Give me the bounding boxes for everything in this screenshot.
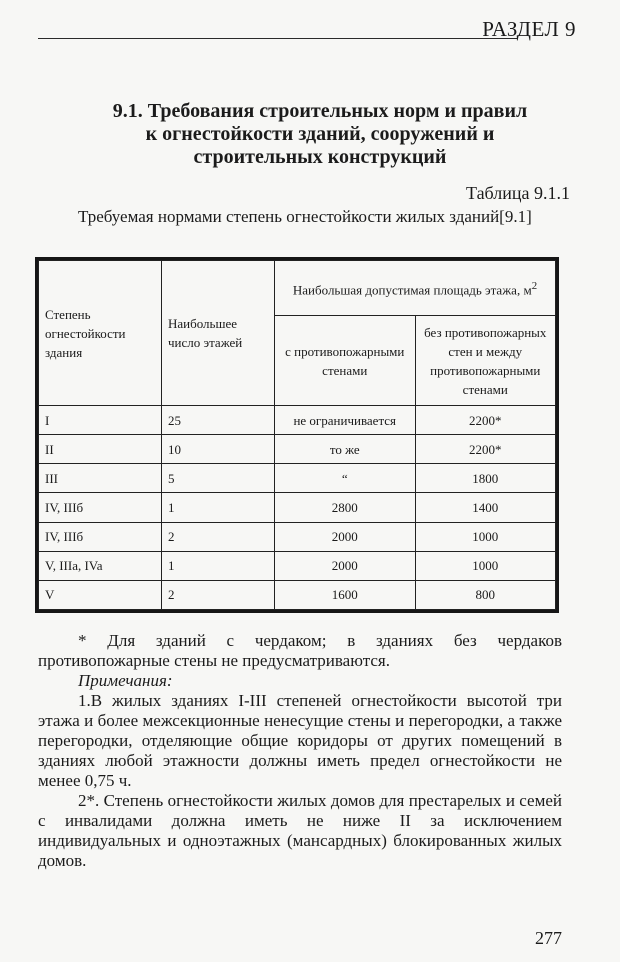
cell-without-walls: 1000 [415, 522, 556, 551]
cell-without-walls: 800 [415, 580, 556, 609]
cell-floors: 25 [162, 406, 275, 435]
cell-with-walls: не ограничивается [275, 406, 416, 435]
cell-with-walls: “ [275, 464, 416, 493]
title-line-3: строительных конструкций [193, 146, 447, 168]
page-number: 277 [535, 928, 562, 948]
column-header-floors: Наибольшее число этажей [162, 261, 275, 406]
area-unit-superscript: 2 [531, 279, 538, 292]
cell-without-walls: 2200* [415, 406, 556, 435]
table-row [39, 406, 556, 435]
cell-degree: I [39, 406, 162, 435]
cell-floors: 5 [162, 464, 275, 493]
cell-degree: V, IIIa, IVa [39, 551, 162, 580]
cell-with-walls: 2000 [275, 522, 416, 551]
header-rule [38, 38, 518, 39]
table-row [39, 435, 556, 464]
title-line-1: 9.1. Требования строительных норм и правил [112, 100, 528, 122]
table-number: Таблица 9.1.1 [466, 183, 570, 203]
cell-floors: 2 [162, 522, 275, 551]
cell-degree: II [39, 435, 162, 464]
cell-with-walls: 2000 [275, 551, 416, 580]
notes-block [38, 631, 562, 871]
table-row [39, 580, 556, 609]
area-header-text: Наибольшая допустимая площадь этажа, м [292, 282, 532, 298]
cell-with-walls: то же [275, 435, 416, 464]
cell-degree: IV, IIIб [39, 522, 162, 551]
table-row [39, 522, 556, 551]
cell-without-walls: 1000 [415, 551, 556, 580]
cell-degree: III [39, 464, 162, 493]
cell-with-walls: 2800 [275, 493, 416, 522]
section-header: РАЗДЕЛ 9 [482, 17, 576, 41]
note-2: 2*. Степень огнестойкости жилых домов для престарелых и семей с инвалидами должна иметь не ниже II за исключением индивидуальных и одноэтажных (мансардных) блокированных жилых домов. [38, 791, 562, 870]
title-line-2: к огнестойкости зданий, сооружений и [145, 123, 495, 145]
column-header-area [275, 261, 556, 316]
column-header-degree: Степень огнестойкости здания [39, 261, 162, 406]
fire-resistance-table [35, 257, 559, 613]
cell-floors: 1 [162, 551, 275, 580]
note-1: 1.В жилых зданиях I-III степеней огнестойкости высотой три этажа и более межсекционные ненесущие стены и перегородки, а также перегородки, отделяющие общие коридоры от других помещений в зданиях любой этажности должны иметь предел огнестойкости не менее 0,75 ч. [38, 691, 562, 790]
footnote-text: * Для зданий с чердаком; в зданиях без чердаков противопожарные стены не предусматриваются. [38, 631, 562, 670]
cell-with-walls: 1600 [275, 580, 416, 609]
table-caption: Требуемая нормами степень огнестойкости жилых зданий[9.1] [78, 207, 532, 226]
cell-floors: 2 [162, 580, 275, 609]
column-header-without-walls: без противопожарных стен и между противопожарными стенами [415, 316, 556, 406]
cell-floors: 10 [162, 435, 275, 464]
notes-title: Примечания: [78, 671, 173, 690]
cell-without-walls: 1400 [415, 493, 556, 522]
cell-without-walls: 2200* [415, 435, 556, 464]
cell-degree: IV, IIIб [39, 493, 162, 522]
table-row [39, 551, 556, 580]
section-title [70, 100, 570, 169]
cell-without-walls: 1800 [415, 464, 556, 493]
column-header-with-walls: с противопожарными стенами [275, 316, 416, 406]
table-row [39, 464, 556, 493]
cell-degree: V [39, 580, 162, 609]
cell-floors: 1 [162, 493, 275, 522]
table-row [39, 493, 556, 522]
